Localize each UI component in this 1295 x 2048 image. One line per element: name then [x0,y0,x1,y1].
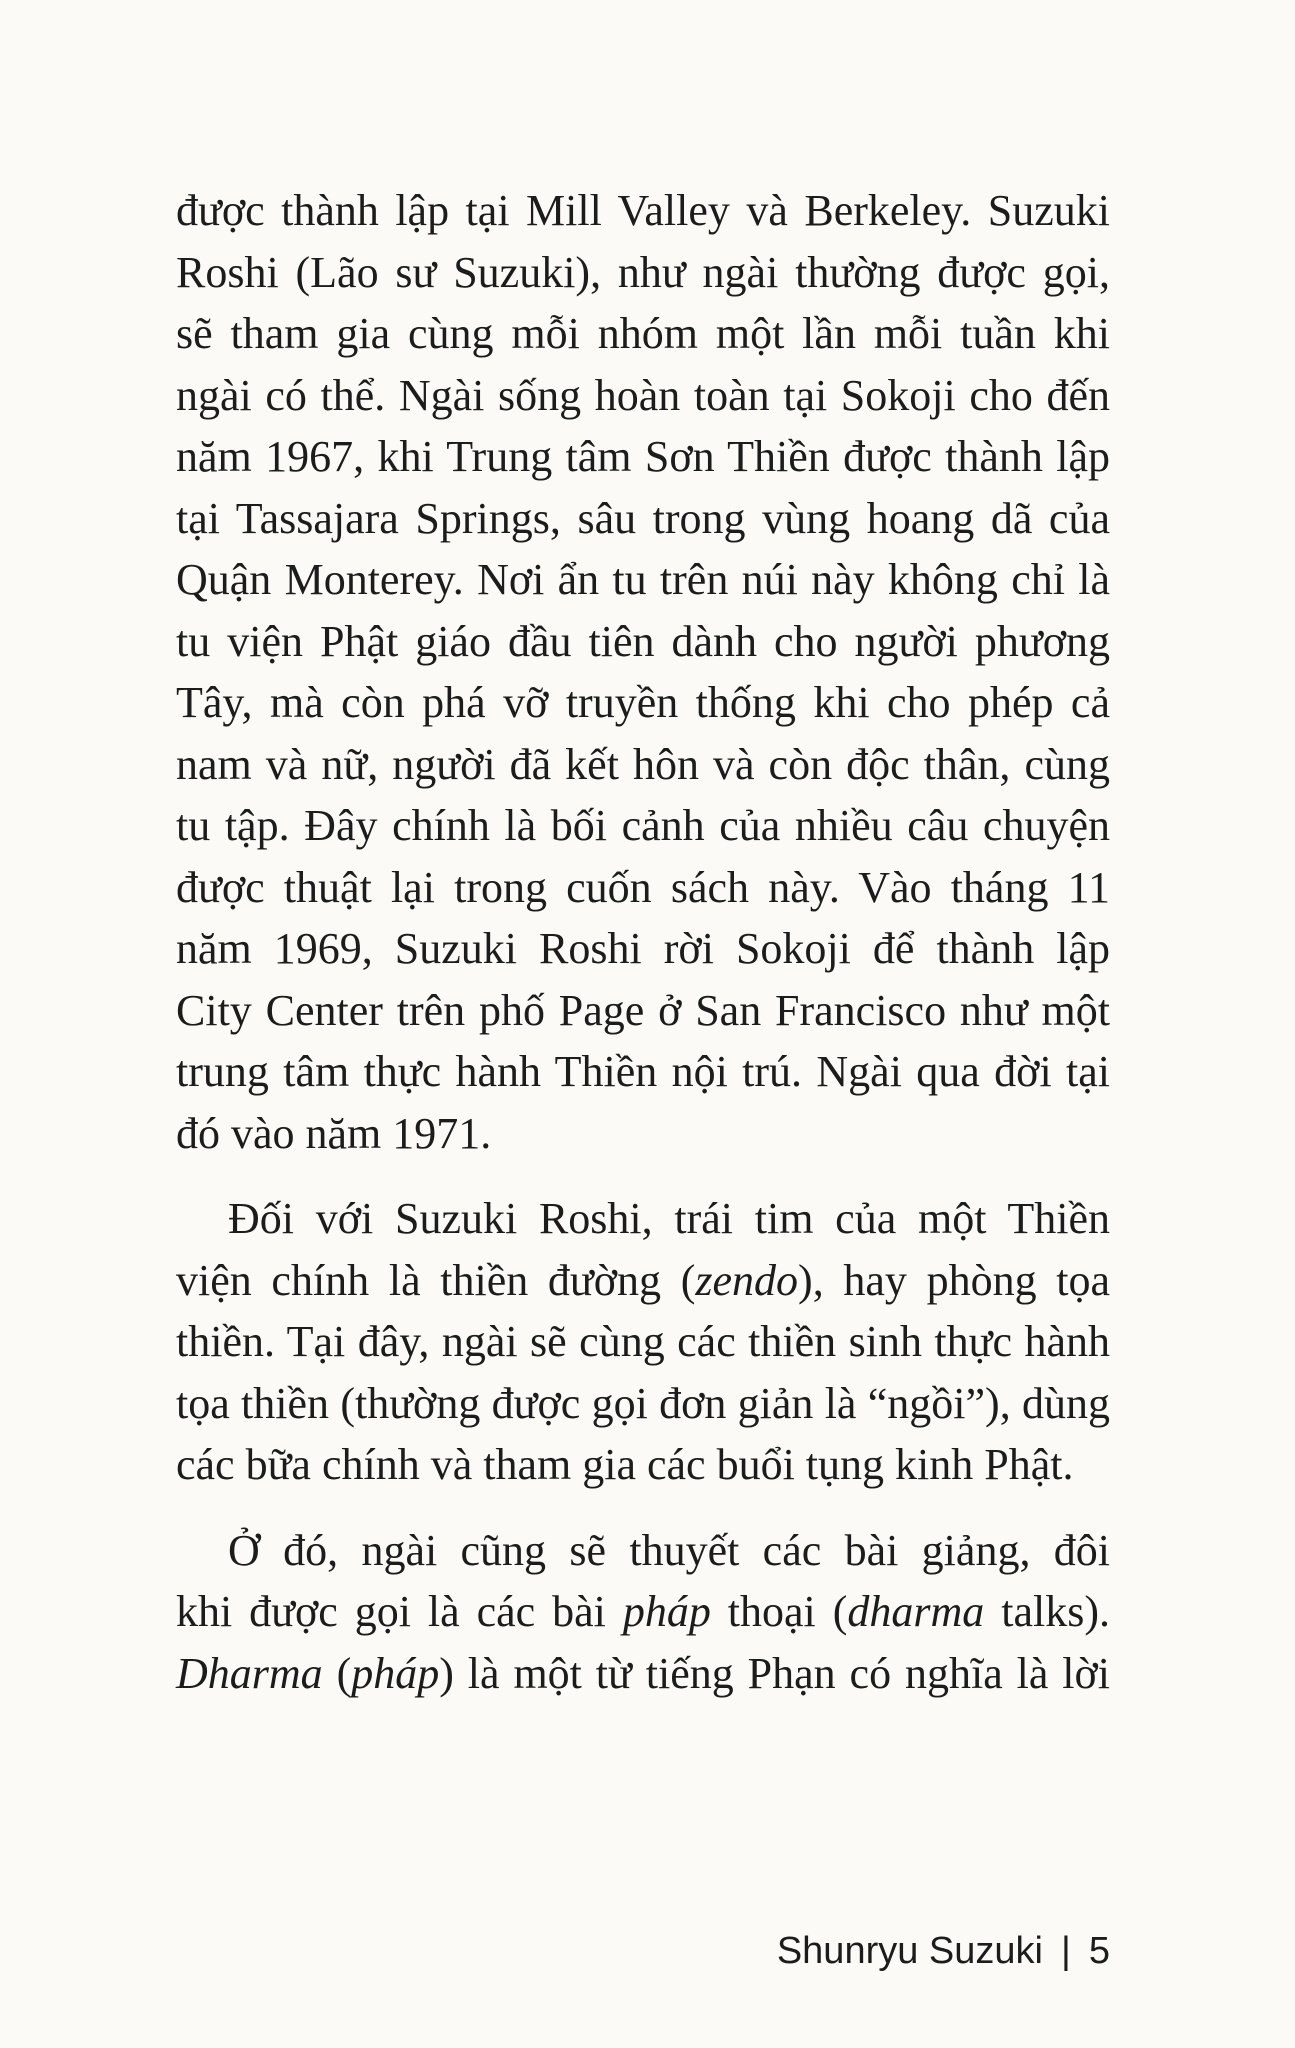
text-run: talks). [984,1587,1110,1636]
text-line: tu viện Phật giáo đầu tiên dành cho người phương [176,616,1110,666]
text-run: ), hay phòng tọa [798,1255,1111,1305]
text-line: trung tâm thực hành Thiền nội trú. Ngài qua đời tại [176,1047,1110,1096]
text-line [176,1250,1110,1312]
footer-separator: | [1060,1930,1071,1972]
italic-term-phap: pháp [351,1648,440,1698]
text-run: viện chính là thiền đường ( [176,1255,696,1305]
text-line: tại Tassajara Springs, sâu trong vùng hoang dã của [176,493,1110,543]
page-footer [777,1930,1110,1973]
text-line: được thuật lại trong cuốn sách này. Vào tháng 11 [176,862,1110,912]
text-run: ) là một từ tiếng Phạn có nghĩa là lời [439,1648,1110,1698]
text-run: ( [322,1648,352,1698]
text-line: tu tập. Đây chính là bối cảnh của nhiều câu chuyện [176,801,1110,850]
text-line: đó vào năm 1971. [176,1108,492,1158]
italic-term-dharma: dharma [847,1587,985,1636]
text-line: Roshi (Lão sư Suzuki), như ngài thường được gọi, [176,247,1110,297]
text-line: Ở đó, ngài cũng sẽ thuyết các bài giảng, đôi [228,1525,1110,1575]
text-line: tọa thiền (thường được gọi đơn giản là “ngồi”), dùng [176,1378,1110,1428]
italic-term-zendo: zendo [695,1255,799,1305]
text-line: năm 1969, Suzuki Roshi rời Sokoji để thành lập [176,924,1110,973]
text-line: các bữa chính và tham gia các buổi tụng kinh Phật. [176,1440,1074,1489]
text-line [176,1643,1110,1705]
text-line: được thành lập tại Mill Valley và Berkeley. Suzuki [176,186,1110,235]
footer-author: Shunryu Suzuki [776,1930,1043,1972]
text-run: khi được gọi là các bài [176,1587,623,1636]
text-line: nam và nữ, người đã kết hôn và còn độc thân, cùng [176,739,1110,789]
page-number: 5 [1088,1930,1110,1972]
text-line: Quận Monterey. Nơi ẩn tu trên núi này không chỉ là [176,555,1110,604]
paragraph-3 [176,1520,1110,1705]
italic-term-dharma: Dharma [176,1648,323,1698]
text-line: sẽ tham gia cùng mỗi nhóm một lần mỗi tuần khi [176,309,1110,358]
italic-term-phap: pháp [622,1587,711,1636]
body-text [176,180,1110,1728]
text-line: ngài có thể. Ngài sống hoàn toàn tại Sokoji cho đến [176,370,1110,420]
text-line: năm 1967, khi Trung tâm Sơn Thiền được thành lập [176,432,1110,481]
text-line: Tây, mà còn phá vỡ truyền thống khi cho phép cả [176,678,1110,727]
text-line: City Center trên phố Page ở San Francisco như một [176,985,1110,1035]
text-line: thiền. Tại đây, ngài sẽ cùng các thiền sinh thực hành [176,1317,1110,1366]
text-line: Đối với Suzuki Roshi, trái tim của một Thiền [228,1194,1110,1243]
text-line [176,1581,1110,1643]
paragraph-1 [176,180,1110,1164]
text-run: thoại ( [710,1587,848,1636]
paragraph-2 [176,1188,1110,1496]
